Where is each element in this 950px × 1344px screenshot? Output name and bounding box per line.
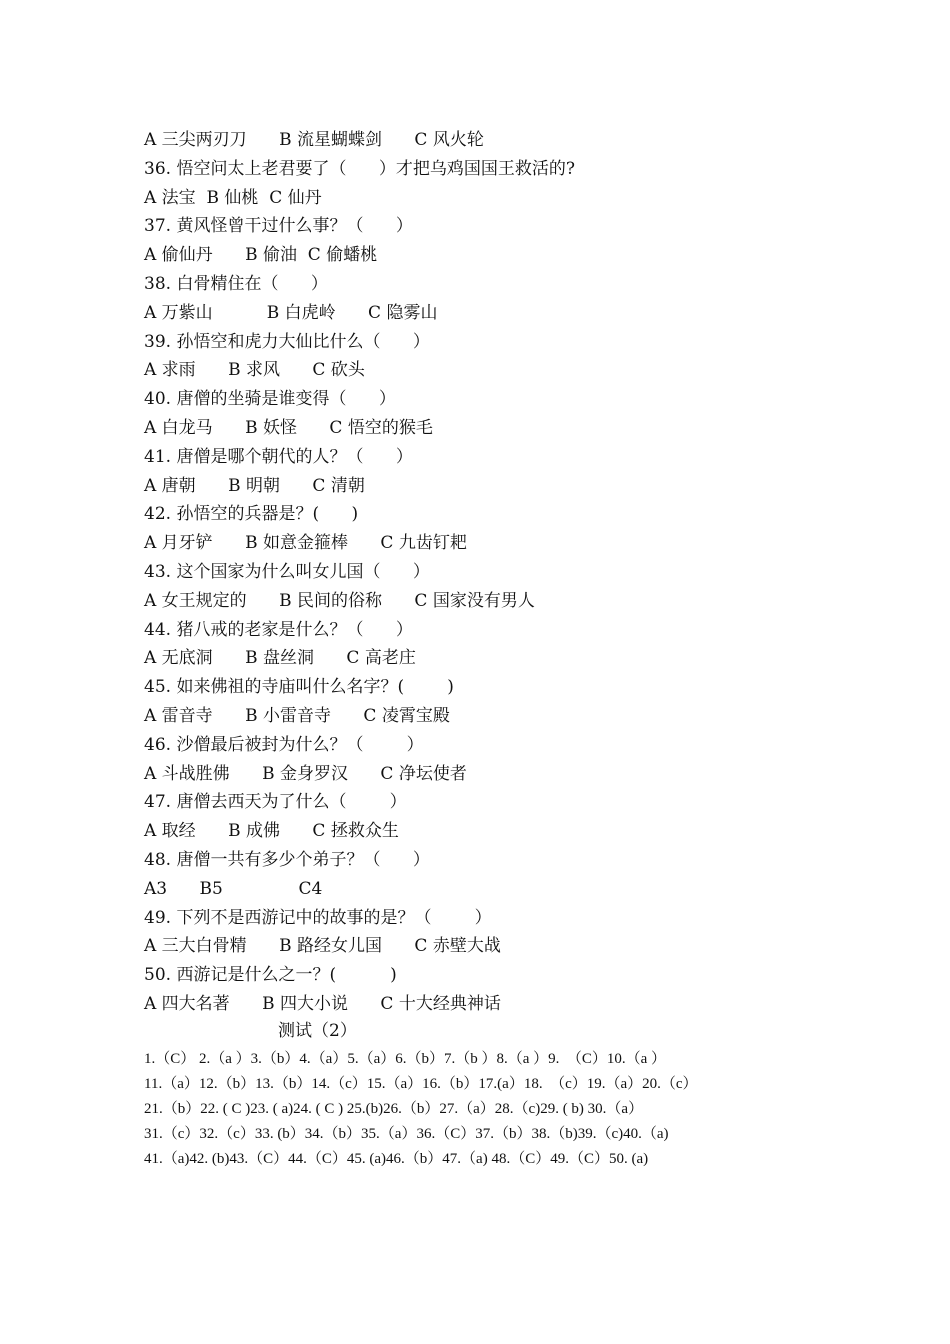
option-line: A 取经 B 成佛 C 拯救众生 — [144, 821, 399, 842]
section-title: 测试（2） — [278, 1020, 357, 1041]
option-line: A 万紫山 B 白虎岭 C 隐雾山 — [144, 302, 438, 323]
question-50: 50. 西游记是什么之一？( ) — [144, 965, 397, 986]
option-line: A 法宝 B 仙桃 C 仙丹 — [144, 187, 322, 208]
question-42: 42. 孙悟空的兵器是？( ) — [144, 504, 359, 525]
question-39: 39. 孙悟空和虎力大仙比什么（ ） — [144, 331, 430, 352]
answer-line: 1.（C） 2.（a ）3.（b）4.（a）5.（a）6.（b）7.（b ）8.（a ）9. （C）10.（a ） — [144, 1050, 667, 1067]
option-line: A 三尖两刃刀 B 流星蝴蝶剑 C 风火轮 — [144, 130, 484, 150]
option-line: A 无底洞 B 盘丝洞 C 高老庄 — [144, 648, 416, 669]
question-38: 38. 白骨精住在（ ） — [144, 273, 328, 294]
option-line: A 求雨 B 求风 C 砍头 — [144, 360, 365, 381]
question-40: 40. 唐僧的坐骑是谁变得（ ） — [144, 389, 396, 410]
answer-line: 31.（c）32.（c）33. (b）34.（b）35.（a）36.（C）37.（b）38.（b)39.（c)40.（a) — [144, 1125, 669, 1142]
question-44: 44. 猪八戒的老家是什么？（ ） — [144, 619, 413, 640]
option-line: A 三大白骨精 B 路经女儿国 C 赤壁大战 — [144, 936, 501, 957]
option-line: A 白龙马 B 妖怪 C 悟空的猴毛 — [144, 417, 433, 438]
option-line: A 雷音寺 B 小雷音寺 C 凌霄宝殿 — [144, 705, 450, 726]
option-line: A 女王规定的 B 民间的俗称 C 国家没有男人 — [144, 590, 535, 611]
option-line: A 偷仙丹 B 偷油 C 偷蟠桃 — [144, 245, 378, 266]
option-line: A 四大名著 B 四大小说 C 十大经典神话 — [144, 993, 501, 1014]
question-49: 49. 下列不是西游记中的故事的是？（ ） — [144, 907, 492, 928]
question-43: 43. 这个国家为什么叫女儿国（ ） — [144, 561, 430, 582]
question-48: 48. 唐僧一共有多少个弟子？（ ） — [144, 849, 430, 870]
option-line: A 斗战胜佛 B 金身罗汉 C 净坛使者 — [144, 763, 467, 784]
option-line: A 唐朝 B 明朝 C 清朝 — [144, 475, 365, 496]
question-36: 36. 悟空问太上老君要了（ ）才把乌鸡国国王救活的? — [144, 158, 575, 179]
option-line: A 月牙铲 B 如意金箍棒 C 九齿钉耙 — [144, 533, 467, 554]
question-47: 47. 唐僧去西天为了什么（ ） — [144, 792, 407, 813]
answer-key — [144, 1047, 824, 1172]
answer-line: 21.（b）22. ( C )23. ( a)24. ( C ) 25.(b)26.（b）27.（a）28.（c)29. ( b) 30.（a） — [144, 1100, 644, 1117]
quiz-content — [144, 126, 824, 1172]
question-46: 46. 沙僧最后被封为什么？（ ） — [144, 734, 424, 755]
option-line: A3 B5 C4 — [144, 878, 323, 899]
answer-line: 11.（a）12.（b）13.（b）14.（c）15.（a）16.（b）17.(a）18. （c）19.（a）20.（c） — [144, 1075, 698, 1092]
question-37: 37. 黄风怪曾干过什么事？（ ） — [144, 216, 413, 237]
answer-line: 41.（a)42. (b)43.（C）44.（C）45. (a)46.（b）47.（a) 48.（C）49.（C）50. (a) — [144, 1150, 649, 1167]
question-45: 45. 如来佛祖的寺庙叫什么名字？( ) — [144, 677, 454, 698]
question-41: 41. 唐僧是哪个朝代的人？（ ） — [144, 446, 413, 467]
